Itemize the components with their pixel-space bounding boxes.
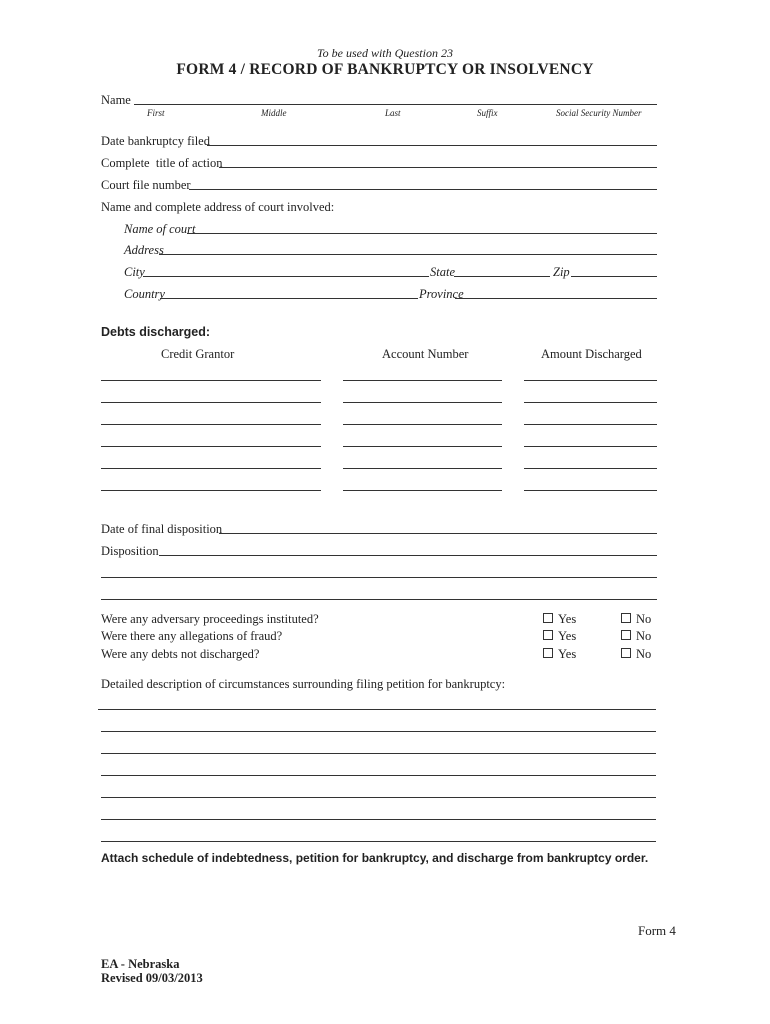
title-of-action-field[interactable] <box>219 167 657 168</box>
name-of-court-label: Name of court <box>124 222 196 236</box>
debt-row-account-field[interactable] <box>343 490 502 491</box>
fraud-yes-checkbox[interactable] <box>543 629 576 644</box>
name-sublabel-suffix: Suffix <box>477 108 498 118</box>
form-title: FORM 4 / RECORD OF BANKRUPTCY OR INSOLVENCY <box>176 61 594 78</box>
debt-row-amount-field[interactable] <box>524 468 657 469</box>
description-field-line[interactable] <box>98 709 656 710</box>
debt-row-account-field[interactable] <box>343 446 502 447</box>
country-field[interactable] <box>160 298 418 299</box>
name-label: Name <box>101 93 131 107</box>
yes-label: Yes <box>558 612 577 626</box>
date-filed-field[interactable] <box>207 145 657 146</box>
question-adversary: Were any adversary proceedings instituted? <box>101 612 319 626</box>
disposition-field-line[interactable] <box>101 599 657 600</box>
col-credit-grantor: Credit Grantor <box>161 347 235 361</box>
debt-row-grantor-field[interactable] <box>101 446 321 447</box>
description-field-line[interactable] <box>101 753 656 754</box>
no-label: No <box>636 612 652 626</box>
address-field[interactable] <box>159 254 657 255</box>
description-field-line[interactable] <box>101 731 656 732</box>
disposition-field-line[interactable] <box>101 577 657 578</box>
checkbox-icon <box>543 630 553 640</box>
adversary-no-checkbox[interactable] <box>621 612 651 627</box>
footer-agency: EA - Nebraska <box>101 957 180 971</box>
checkbox-icon <box>543 613 553 623</box>
not-discharged-no-checkbox[interactable] <box>621 647 651 662</box>
debt-row-amount-field[interactable] <box>524 380 657 381</box>
debts-heading: Debts discharged: <box>101 325 211 339</box>
debt-row-grantor-field[interactable] <box>101 490 321 491</box>
disposition-label: Disposition <box>101 544 159 558</box>
question-not-discharged: Were any debts not discharged? <box>101 647 260 661</box>
debt-row-amount-field[interactable] <box>524 446 657 447</box>
footer-revised: Revised 09/03/2013 <box>101 971 203 985</box>
court-name-address-label: Name and complete address of court involved: <box>101 200 335 214</box>
checkbox-icon <box>543 648 553 658</box>
zip-field[interactable] <box>571 276 657 277</box>
checkbox-icon <box>621 648 631 658</box>
yes-label: Yes <box>558 647 577 661</box>
debt-row-amount-field[interactable] <box>524 424 657 425</box>
zip-label: Zip <box>553 265 570 279</box>
attach-note: Attach schedule of indebtedness, petition for bankruptcy, and discharge from bankruptcy order. <box>101 851 649 865</box>
state-label: State <box>430 265 455 279</box>
checkbox-icon <box>621 613 631 623</box>
description-field-line[interactable] <box>101 775 656 776</box>
col-amount-discharged: Amount Discharged <box>541 347 642 361</box>
fraud-no-checkbox[interactable] <box>621 629 651 644</box>
adversary-yes-checkbox[interactable] <box>543 612 576 627</box>
description-field-line[interactable] <box>101 797 656 798</box>
debt-row-account-field[interactable] <box>343 468 502 469</box>
name-sublabel-first: First <box>147 108 165 118</box>
description-label: Detailed description of circumstances surrounding filing petition for bankruptcy: <box>101 677 506 691</box>
debt-row-grantor-field[interactable] <box>101 402 321 403</box>
question-fraud: Were there any allegations of fraud? <box>101 629 283 643</box>
disposition-field[interactable] <box>159 555 657 556</box>
description-field-line[interactable] <box>101 819 656 820</box>
title-of-action-label: Complete title of action <box>101 156 223 170</box>
state-field[interactable] <box>454 276 550 277</box>
form-usage-note: To be used with Question 23 <box>317 46 453 60</box>
date-final-disposition-label: Date of final disposition <box>101 522 223 536</box>
city-label: City <box>124 265 145 279</box>
no-label: No <box>636 647 652 661</box>
date-final-disposition-field[interactable] <box>219 533 657 534</box>
no-label: No <box>636 629 652 643</box>
country-label: Country <box>124 287 165 301</box>
court-file-number-label: Court file number <box>101 178 191 192</box>
debt-row-grantor-field[interactable] <box>101 424 321 425</box>
debt-row-account-field[interactable] <box>343 402 502 403</box>
not-discharged-yes-checkbox[interactable] <box>543 647 576 662</box>
debt-row-amount-field[interactable] <box>524 402 657 403</box>
name-sublabel-ssn: Social Security Number <box>556 108 642 118</box>
debt-row-account-field[interactable] <box>343 380 502 381</box>
debt-row-account-field[interactable] <box>343 424 502 425</box>
date-filed-label: Date bankruptcy filed <box>101 134 210 148</box>
col-account-number: Account Number <box>382 347 469 361</box>
court-file-number-field[interactable] <box>189 189 657 190</box>
address-label: Address <box>124 243 164 257</box>
form-number: Form 4 <box>638 923 676 938</box>
city-field[interactable] <box>143 276 429 277</box>
checkbox-icon <box>621 630 631 640</box>
province-label: Province <box>419 287 464 301</box>
yes-label: Yes <box>558 629 577 643</box>
debt-row-grantor-field[interactable] <box>101 380 321 381</box>
debt-row-grantor-field[interactable] <box>101 468 321 469</box>
province-field[interactable] <box>455 298 657 299</box>
debt-row-amount-field[interactable] <box>524 490 657 491</box>
name-of-court-field[interactable] <box>187 233 657 234</box>
description-field-line[interactable] <box>101 841 656 842</box>
name-sublabel-middle: Middle <box>261 108 287 118</box>
name-sublabel-last: Last <box>385 108 401 118</box>
name-field[interactable] <box>134 104 657 105</box>
